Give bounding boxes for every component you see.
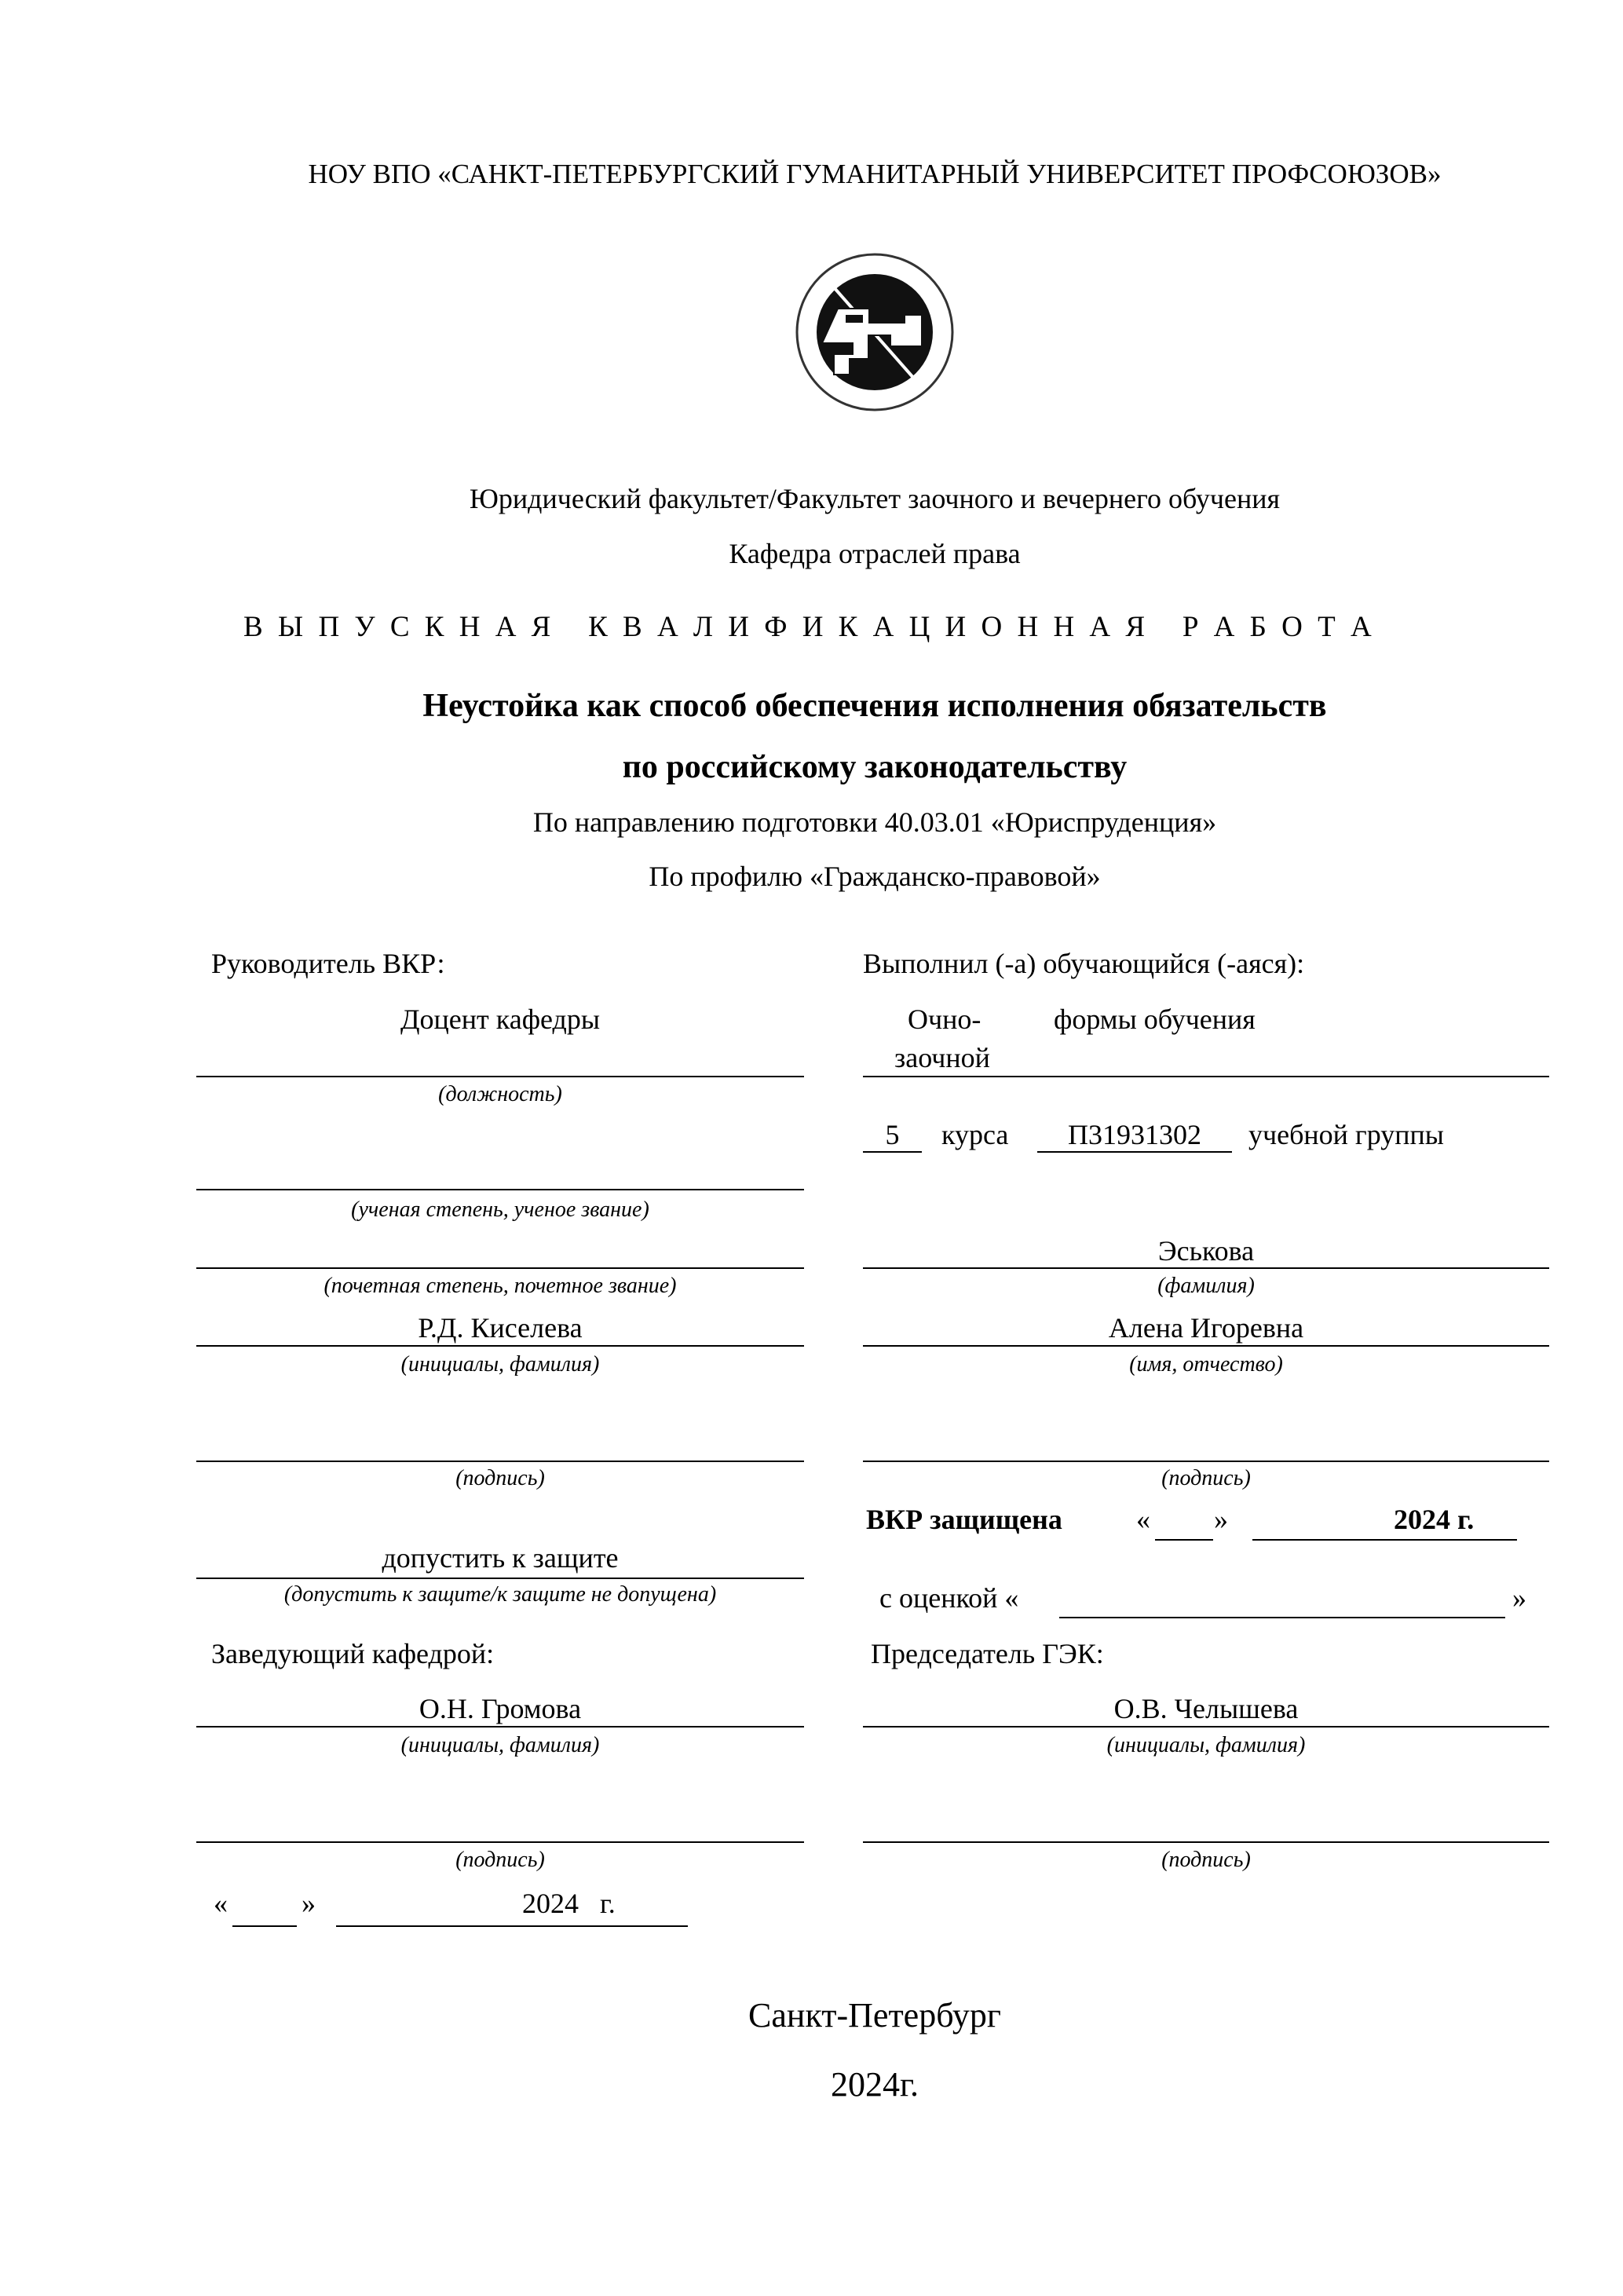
date-year: 2024 г. (522, 1888, 616, 1919)
student-surname: Эськова (1157, 1235, 1255, 1267)
date-quote-open: « (214, 1888, 228, 1919)
defended-quote-open: « (1136, 1504, 1150, 1535)
city: Санкт-Петербург (748, 1996, 1001, 2035)
supervisor-position: Доцент кафедры (400, 1004, 601, 1035)
initials-caption: (инициалы, фамилия) (400, 1352, 600, 1377)
supervisor-name-line (196, 1345, 804, 1347)
position-line (196, 1076, 804, 1077)
head-signature-line (196, 1841, 804, 1843)
name-caption: (имя, отчество) (1129, 1352, 1283, 1377)
head-name: О.Н. Громова (419, 1693, 582, 1724)
degree-caption: (ученая степень, ученое звание) (351, 1197, 649, 1222)
group-line (1037, 1151, 1232, 1153)
degree-line (196, 1189, 804, 1190)
defended-day-line (1155, 1539, 1213, 1541)
surname-caption: (фамилия) (1157, 1274, 1255, 1298)
study-form-part2: заочной (894, 1042, 990, 1073)
department-name: Кафедра отраслей права (729, 538, 1021, 569)
study-form-suffix: формы обучения (1054, 1004, 1256, 1035)
chair-label: Председатель ГЭК: (871, 1638, 1104, 1669)
defended-year: 2024 г. (1394, 1504, 1475, 1535)
date-day-line (232, 1925, 297, 1927)
student-signature-caption: (подпись) (1161, 1466, 1251, 1490)
study-direction: По направлению подготовки 40.03.01 «Юриспруденция» (532, 806, 1217, 838)
study-profile: По профилю «Гражданско-правовой» (649, 861, 1101, 892)
group-value: П31931302 (1068, 1119, 1201, 1150)
student-signature-line (863, 1461, 1549, 1462)
course-value: 5 (885, 1119, 900, 1150)
group-label: учебной группы (1248, 1119, 1444, 1150)
chair-name-line (863, 1726, 1549, 1727)
grade-quote-close: » (1512, 1582, 1526, 1614)
institution-name: НОУ ВПО «САНКТ-ПЕТЕРБУРГСКИЙ ГУМАНИТАРНЫЙ УНИВЕРСИТЕТ ПРОФСОЮЗОВ» (308, 159, 1442, 189)
chair-name: О.В. Челышева (1113, 1693, 1299, 1724)
position-caption: (должность) (438, 1082, 562, 1106)
admission-line (196, 1578, 804, 1579)
chair-signature-line (863, 1841, 1549, 1843)
date-quote-close: » (302, 1888, 316, 1919)
defended-quote-close: » (1214, 1504, 1228, 1535)
student-name: Алена Игоревна (1108, 1312, 1304, 1344)
study-form-part1: Очно- (908, 1004, 981, 1035)
admission-caption: (допустить к защите/к защите не допущена) (283, 1582, 717, 1607)
defended-month-line (1252, 1539, 1517, 1541)
defended-label: ВКР защищена (866, 1504, 1062, 1535)
head-label: Заведующий кафедрой: (211, 1638, 495, 1669)
supervisor-signature-line (196, 1461, 804, 1462)
grade-line (1059, 1617, 1505, 1618)
name-line (863, 1345, 1549, 1347)
honorary-caption: (почетная степень, почетное звание) (324, 1274, 677, 1298)
thesis-title-line2: по российскому законодательству (622, 749, 1128, 785)
head-initials-caption: (инициалы, фамилия) (400, 1733, 600, 1757)
head-signature-caption: (подпись) (455, 1848, 545, 1872)
faculty-name: Юридический факультет/Факультет заочного и вечернего обучения (469, 483, 1281, 514)
study-form-line (863, 1076, 1549, 1077)
admission-value: допустить к защите (382, 1542, 619, 1574)
honorary-line (196, 1267, 804, 1269)
year: 2024г. (830, 2065, 919, 2104)
student-label: Выполнил (-а) обучающийся (-аяся): (863, 948, 1305, 979)
supervisor-name: Р.Д. Киселева (418, 1312, 583, 1344)
date-month-line (336, 1925, 688, 1927)
supervisor-label: Руководитель ВКР: (211, 948, 445, 979)
course-label: курса (941, 1119, 1009, 1150)
surname-line (863, 1267, 1549, 1269)
course-line (863, 1151, 922, 1153)
work-type: В Ы П У С К Н А Я К В А Л И Ф И К А Ц И О Н Н А Я Р А Б О Т А (243, 611, 1376, 643)
signature-caption: (подпись) (455, 1466, 545, 1490)
chair-signature-caption: (подпись) (1161, 1848, 1251, 1872)
head-name-line (196, 1726, 804, 1727)
grade-label: с оценкой « (879, 1582, 1019, 1614)
university-logo (795, 252, 955, 412)
chair-caption: (инициалы, фамилия) (1106, 1733, 1306, 1757)
thesis-title-line1: Неустойка как способ обеспечения исполнения обязательств (422, 688, 1327, 724)
